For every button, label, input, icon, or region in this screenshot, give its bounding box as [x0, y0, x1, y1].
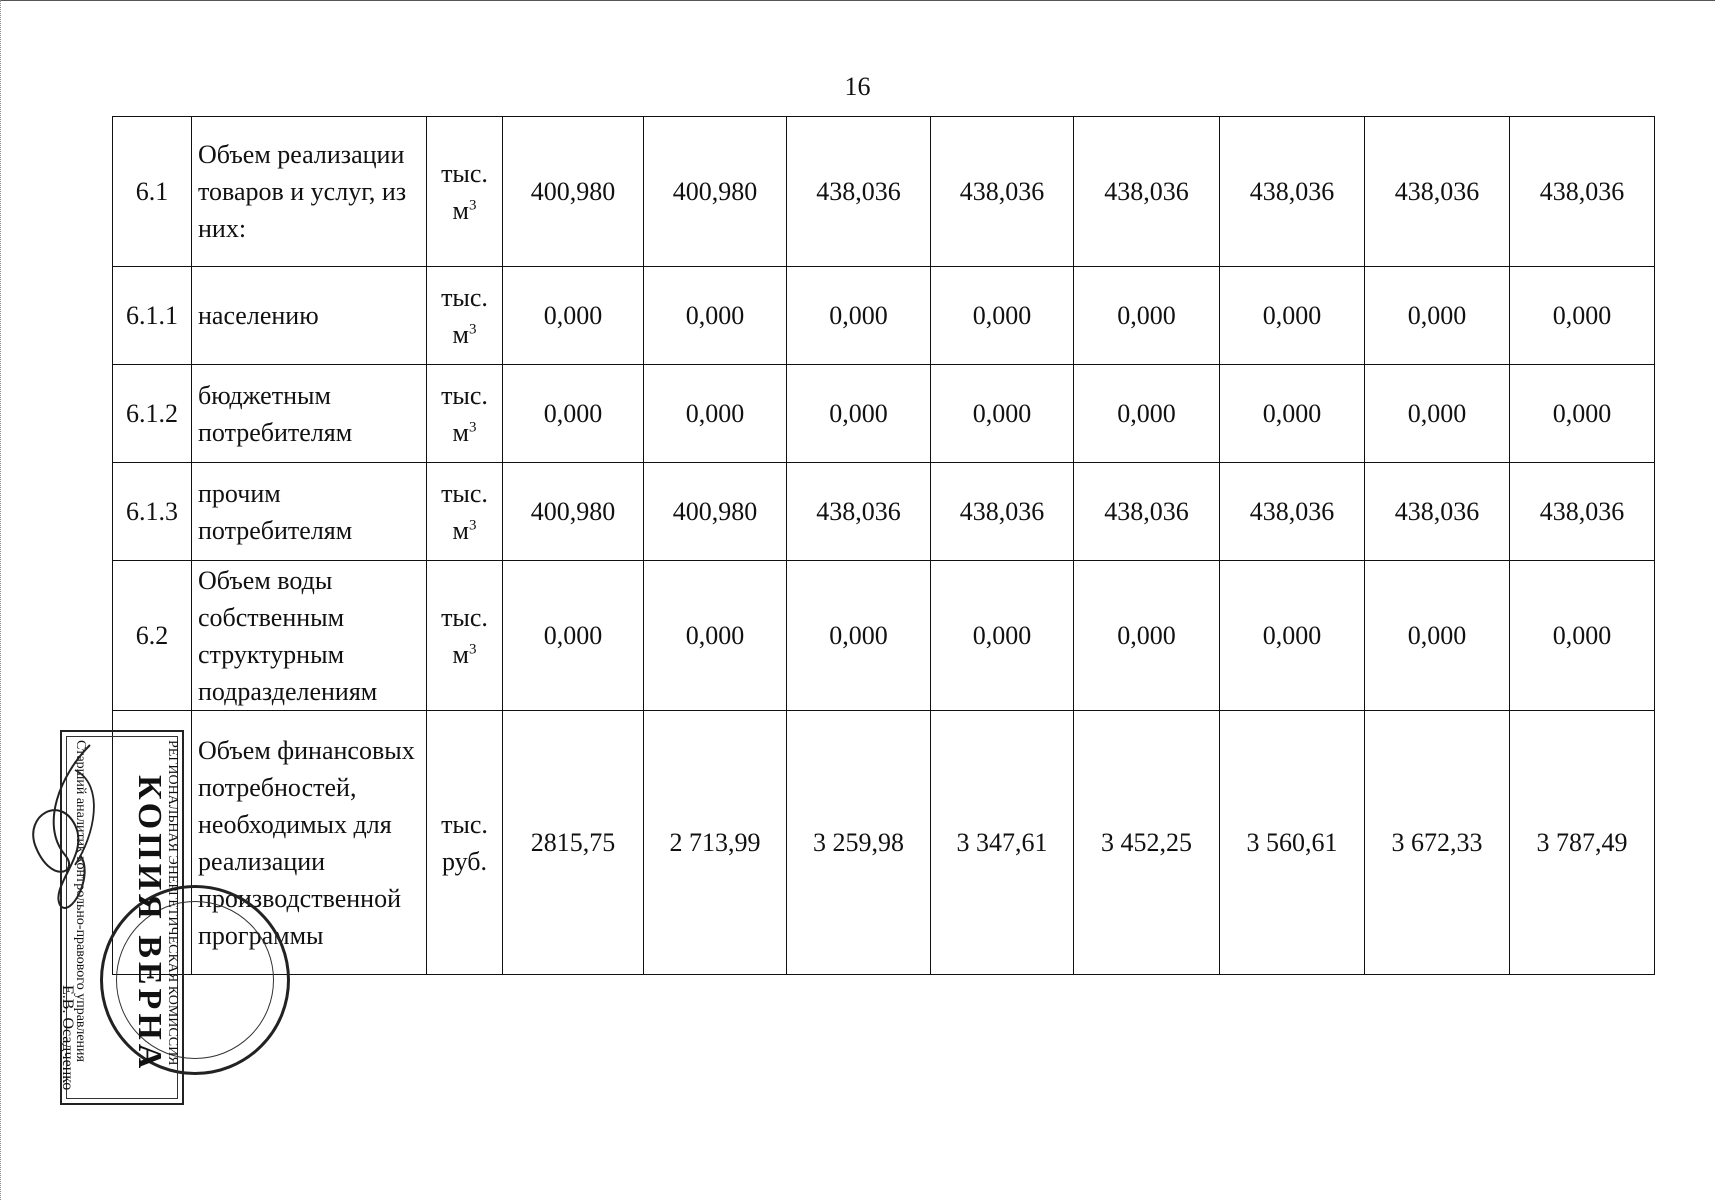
value-cell: 2 713,99: [644, 711, 787, 975]
row-unit: [427, 117, 503, 267]
row-unit: [427, 365, 503, 463]
row-indicator-name: бюджетным потребителям: [192, 365, 427, 463]
value-cell: 438,036: [1510, 117, 1655, 267]
row-number: [113, 711, 192, 975]
unit-top: тыс.: [441, 158, 488, 188]
unit-bottom: [433, 512, 496, 549]
value-cell: 438,036: [1074, 117, 1220, 267]
value-cell: 438,036: [1074, 463, 1220, 561]
table-row: [113, 117, 1655, 267]
scan-edge-top: [0, 0, 1715, 1]
row-indicator-name: населению: [192, 267, 427, 365]
value-cell: 0,000: [644, 365, 787, 463]
value-cell: 400,980: [644, 463, 787, 561]
value-cell: 3 452,25: [1074, 711, 1220, 975]
unit-base: м: [452, 195, 469, 225]
page-number: 16: [844, 72, 871, 101]
row-unit: [427, 711, 503, 975]
value-cell: 0,000: [503, 365, 644, 463]
row-unit: [427, 267, 503, 365]
value-cell: 0,000: [644, 561, 787, 711]
value-cell: 0,000: [787, 365, 931, 463]
value-cell: 438,036: [787, 117, 931, 267]
value-cell: 438,036: [1510, 463, 1655, 561]
value-cell: 400,980: [644, 117, 787, 267]
row-unit: [427, 561, 503, 711]
table-row: [113, 463, 1655, 561]
unit-top: тыс.: [441, 282, 488, 312]
value-cell: 3 560,61: [1220, 711, 1365, 975]
row-number: 6.1.2: [113, 365, 192, 463]
unit-bottom: [433, 192, 496, 229]
value-cell: 400,980: [503, 463, 644, 561]
value-cell: 438,036: [1365, 117, 1510, 267]
value-cell: 0,000: [1220, 561, 1365, 711]
row-number: 6.1: [113, 117, 192, 267]
value-cell: 0,000: [1220, 267, 1365, 365]
value-cell: 0,000: [787, 561, 931, 711]
value-cell: 3 787,49: [1510, 711, 1655, 975]
unit-superscript: 3: [468, 196, 477, 213]
unit-superscript: 3: [468, 320, 477, 337]
value-cell: 0,000: [1510, 365, 1655, 463]
unit-top: тыс.: [441, 380, 488, 410]
unit-top: тыс.: [441, 602, 488, 632]
value-cell: 438,036: [1365, 463, 1510, 561]
unit-base: м: [452, 417, 469, 447]
value-cell: 400,980: [503, 117, 644, 267]
value-cell: 438,036: [931, 463, 1074, 561]
table-body: [113, 117, 1655, 975]
stamp-org: РЕГИОНАЛЬНАЯ ЭНЕРГЕТИЧЕСКАЯ КОМИССИЯ: [165, 740, 180, 1066]
row-number: 6.2: [113, 561, 192, 711]
value-cell: 438,036: [1220, 463, 1365, 561]
row-indicator-name: Объем воды собственным структурным подразделениям: [192, 561, 427, 711]
unit-top: тыс.: [441, 478, 488, 508]
value-cell: 0,000: [787, 267, 931, 365]
value-cell: 0,000: [1220, 365, 1365, 463]
row-indicator-name: Объем финансовых потребностей, необходимых для реализации производственной программы: [192, 711, 427, 975]
value-cell: 3 259,98: [787, 711, 931, 975]
row-indicator-name: прочим потребителям: [192, 463, 427, 561]
row-unit: [427, 463, 503, 561]
value-cell: 3 347,61: [931, 711, 1074, 975]
row-number: 6.1.1: [113, 267, 192, 365]
value-cell: 0,000: [503, 561, 644, 711]
unit-bottom: [433, 414, 496, 451]
row-number: 6.1.3: [113, 463, 192, 561]
value-cell: 0,000: [1510, 267, 1655, 365]
unit-base: м: [452, 515, 469, 545]
table-row: [113, 711, 1655, 975]
unit-base: руб.: [441, 846, 488, 876]
row-indicator-name: Объем реализации товаров и услуг, из них:: [192, 117, 427, 267]
stamp-position: Старший аналитик контрольно-правового управления: [73, 740, 88, 1062]
stamp-title: КОПИЯ ВЕРНА: [131, 775, 168, 1073]
unit-bottom: [433, 316, 496, 353]
value-cell: 0,000: [1365, 365, 1510, 463]
value-cell: 0,000: [1365, 561, 1510, 711]
table-row: [113, 561, 1655, 711]
unit-base: м: [452, 319, 469, 349]
table-row: [113, 267, 1655, 365]
value-cell: 0,000: [503, 267, 644, 365]
scan-edge-left: [0, 0, 1, 1200]
unit-bottom: [433, 636, 496, 673]
unit-superscript: 3: [468, 418, 477, 435]
unit-top: тыс.: [441, 809, 488, 839]
value-cell: 0,000: [644, 267, 787, 365]
stamp-signer: Е.В. Осадченко: [59, 985, 76, 1091]
unit-bottom: [433, 843, 496, 880]
value-cell: 0,000: [1074, 561, 1220, 711]
value-cell: 0,000: [931, 561, 1074, 711]
value-cell: 0,000: [1074, 267, 1220, 365]
value-cell: 438,036: [787, 463, 931, 561]
value-cell: 3 672,33: [1365, 711, 1510, 975]
value-cell: 0,000: [1510, 561, 1655, 711]
unit-base: м: [452, 639, 469, 669]
unit-superscript: 3: [468, 640, 477, 657]
value-cell: 438,036: [931, 117, 1074, 267]
value-cell: 0,000: [1365, 267, 1510, 365]
value-cell: 0,000: [931, 365, 1074, 463]
value-cell: 0,000: [931, 267, 1074, 365]
unit-superscript: 3: [468, 516, 477, 533]
value-cell: 438,036: [1220, 117, 1365, 267]
value-cell: 2815,75: [503, 711, 644, 975]
value-cell: 0,000: [1074, 365, 1220, 463]
table-row: [113, 365, 1655, 463]
production-program-table: [112, 116, 1655, 975]
